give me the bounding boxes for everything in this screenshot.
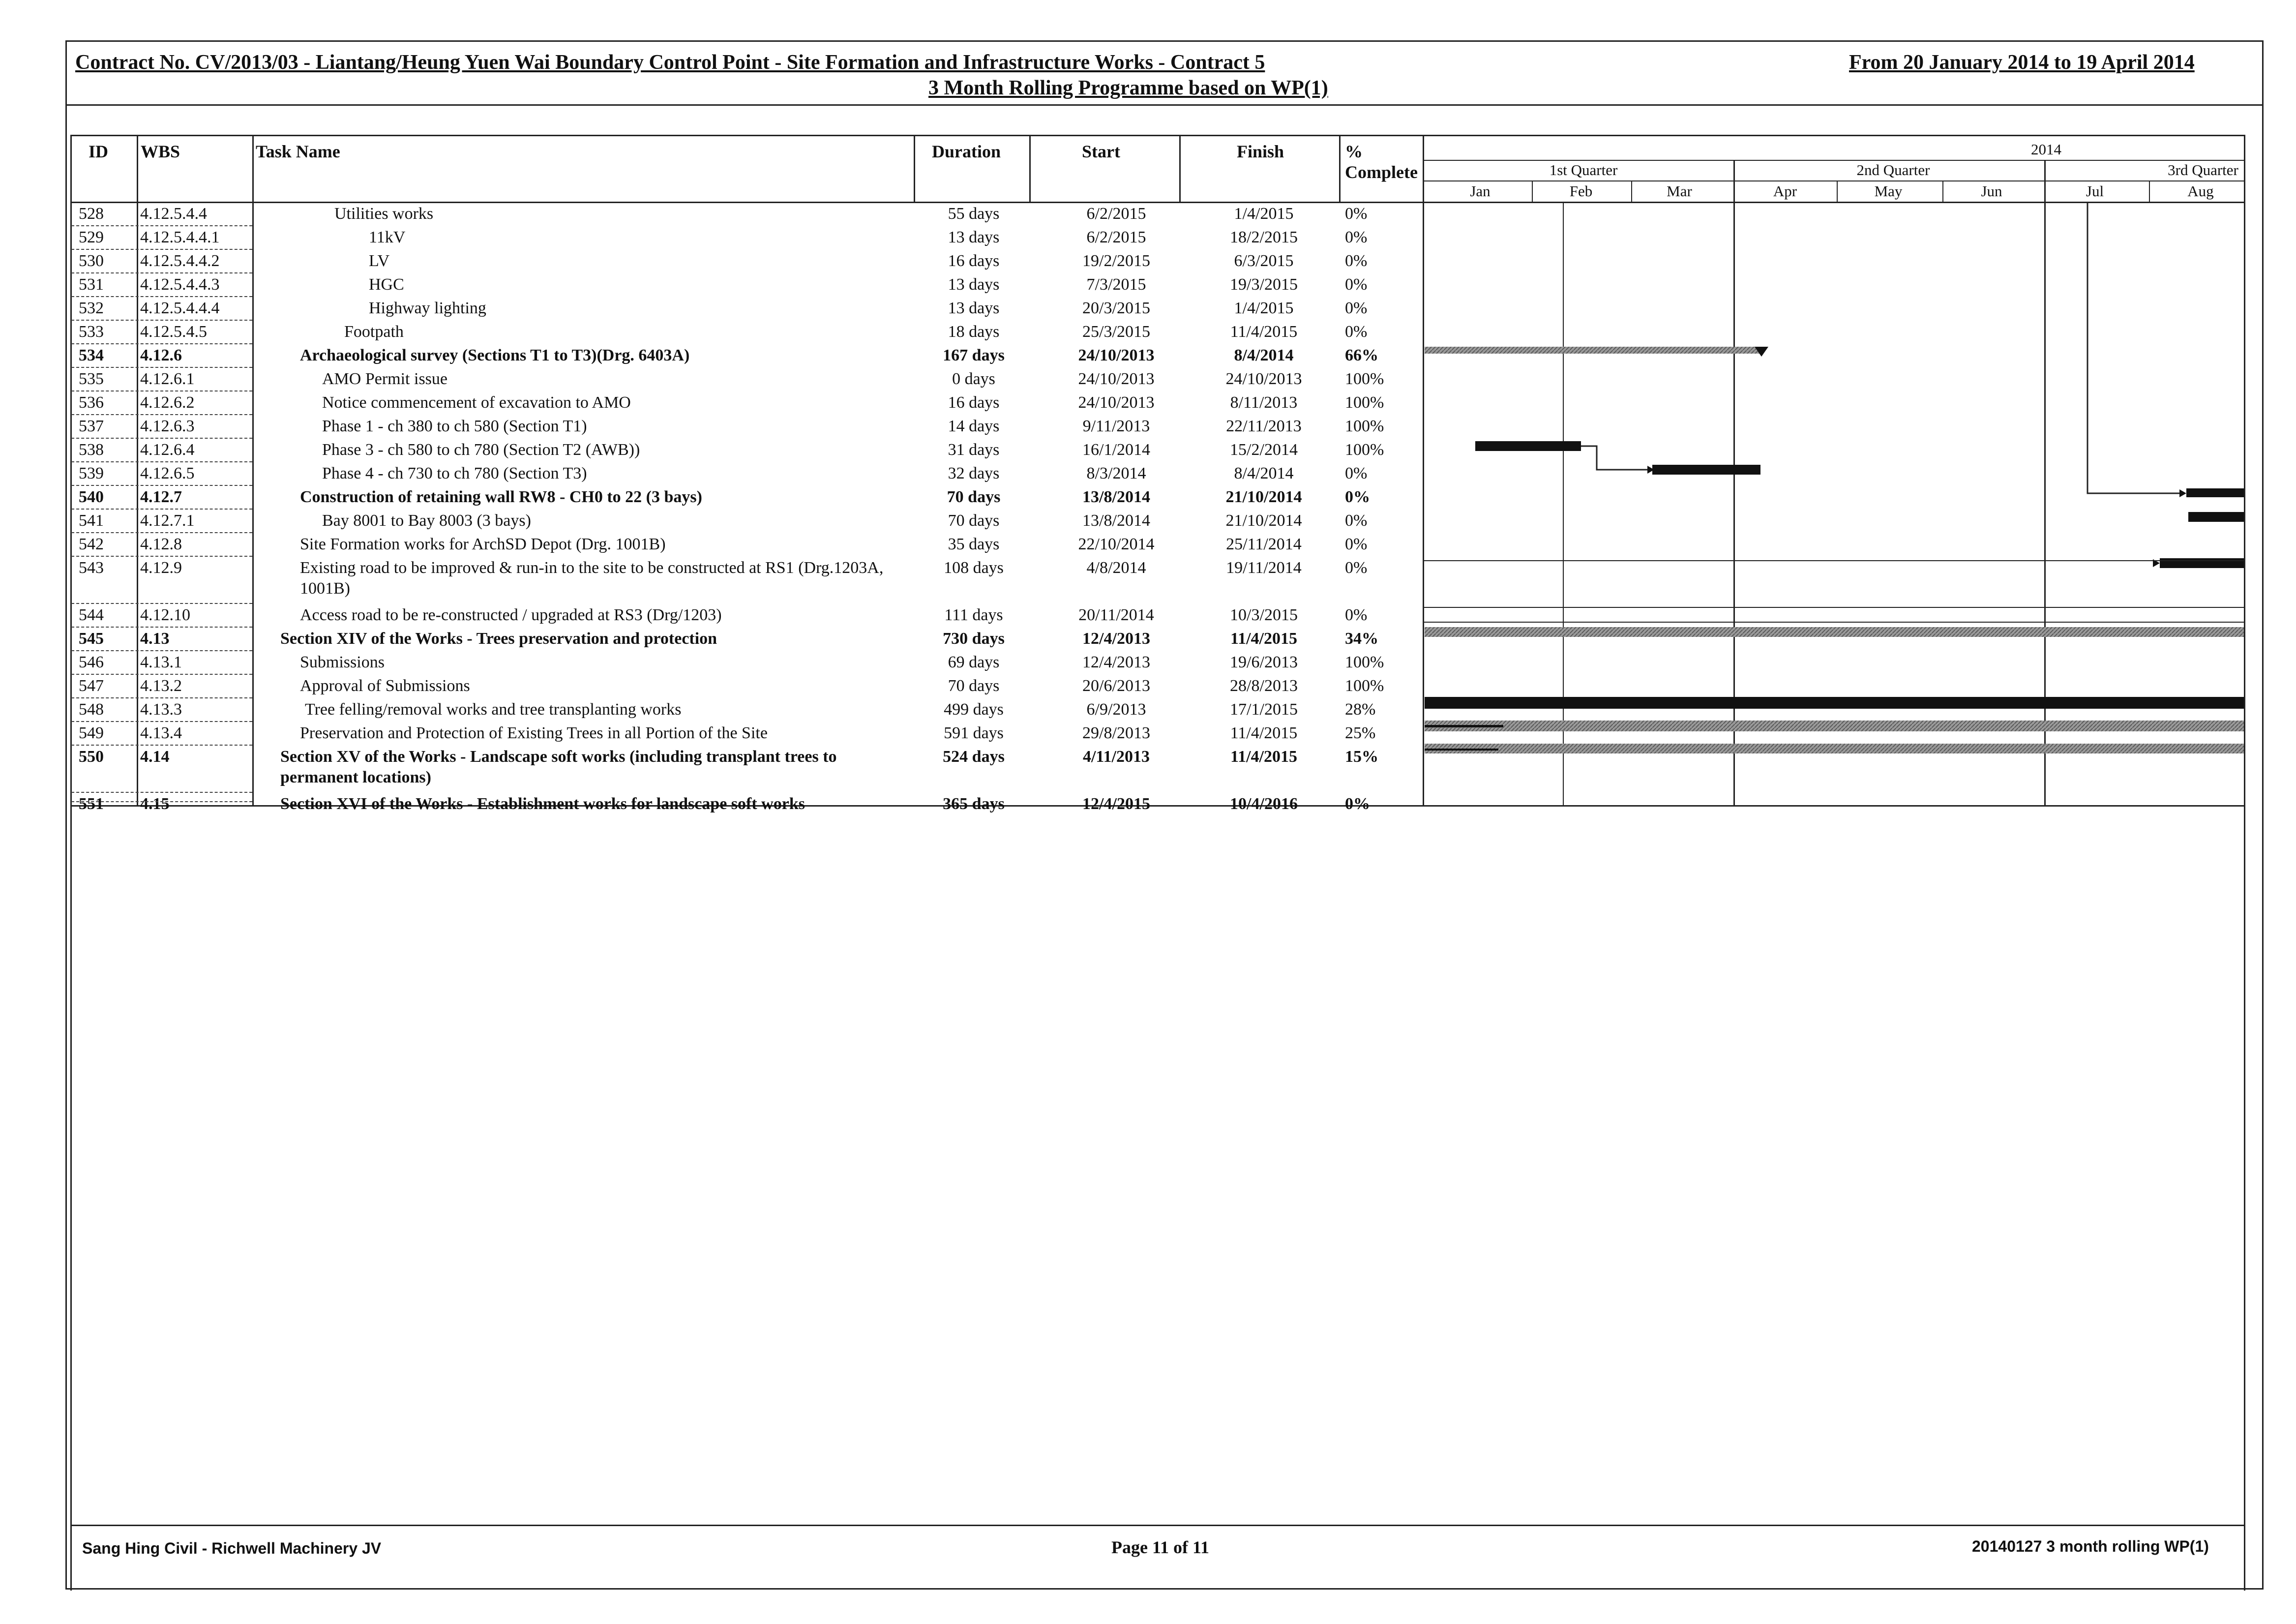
row-task-name: Phase 1 - ch 380 to ch 580 (Section T1): [322, 417, 587, 435]
gantt-bar-538: [1475, 441, 1581, 451]
row-start: 20/3/2015: [1082, 299, 1150, 317]
row-finish: 28/8/2013: [1230, 677, 1298, 695]
row-task-name: HGC: [369, 275, 404, 294]
row-id: 537: [79, 417, 104, 435]
row-task-name: Utilities works: [334, 205, 434, 223]
row-start: 22/10/2014: [1078, 535, 1155, 553]
row-finish: 10/3/2015: [1230, 606, 1298, 624]
row-id: 528: [79, 205, 104, 223]
row-finish: 11/4/2015: [1230, 748, 1298, 766]
row-start: 25/3/2015: [1082, 323, 1150, 341]
gantt-bar-550: [1425, 744, 2244, 753]
row-wbs: 4.14: [140, 748, 170, 766]
row-start: 4/11/2013: [1082, 748, 1150, 766]
row-complete: 0%: [1345, 252, 1368, 270]
row-complete: 0%: [1345, 606, 1368, 624]
row-task-name: Section XIV of the Works - Trees preservation and protection: [280, 630, 717, 648]
row-id: 530: [79, 252, 104, 270]
row-task-name: Notice commencement of excavation to AMO: [322, 393, 631, 412]
row-duration: 14 days: [948, 417, 1000, 435]
row-finish: 11/4/2015: [1230, 323, 1298, 341]
timeline-year: 2014: [2031, 141, 2061, 158]
row-task-name: Bay 8001 to Bay 8003 (3 bays): [322, 511, 531, 530]
timeline-quarter-3: 3rd Quarter: [2168, 161, 2238, 179]
row-id: 538: [79, 441, 104, 459]
row-wbs: 4.13.4: [140, 724, 182, 742]
row-complete: 0%: [1345, 795, 1370, 813]
row-complete: 100%: [1345, 677, 1384, 695]
row-complete: 0%: [1345, 205, 1368, 223]
row-task-name: Footpath: [344, 323, 404, 341]
timeline-month-jun: Jun: [1981, 182, 2002, 200]
row-wbs: 4.12.10: [140, 606, 190, 624]
row-id: 550: [79, 748, 104, 766]
row-duration: 591 days: [944, 724, 1004, 742]
gantt-link-538-539: [1581, 446, 1647, 470]
timeline-month-feb: Feb: [1569, 182, 1593, 200]
row-id: 543: [79, 559, 104, 577]
row-task-name: LV: [369, 252, 390, 270]
row-start: 13/8/2014: [1082, 511, 1150, 530]
row-finish: 8/4/2014: [1234, 464, 1294, 482]
row-id: 533: [79, 323, 104, 341]
row-start: 29/8/2013: [1082, 724, 1150, 742]
row-id: 539: [79, 464, 104, 482]
column-header-id: ID: [89, 142, 109, 161]
row-finish: 8/11/2013: [1230, 393, 1298, 412]
gantt-bar-548: [1425, 697, 2244, 709]
row-duration: 167 days: [943, 346, 1005, 364]
row-task-name: Site Formation works for ArchSD Depot (Drg. 1001B): [300, 535, 666, 553]
row-wbs: 4.12.6.5: [140, 464, 195, 482]
column-header-start: Start: [1082, 142, 1120, 161]
row-id: 542: [79, 535, 104, 553]
gantt-bar-534: [1425, 347, 1761, 354]
timeline-quarter-1: 1st Quarter: [1549, 161, 1618, 179]
gantt-bar-543: [2160, 558, 2244, 568]
row-duration: 108 days: [944, 559, 1004, 577]
column-header-duration: Duration: [932, 142, 1001, 161]
row-wbs: 4.12.6.3: [140, 417, 195, 435]
row-duration: 13 days: [948, 299, 1000, 317]
row-start: 19/2/2015: [1082, 252, 1150, 270]
row-start: 24/10/2013: [1078, 393, 1155, 412]
row-task-name: Section XVI of the Works - Establishment works for landscape soft works: [280, 795, 805, 813]
row-complete: 34%: [1345, 630, 1378, 648]
row-id: 529: [79, 228, 104, 246]
row-id: 545: [79, 630, 104, 648]
timeline-quarter-2: 2nd Quarter: [1856, 161, 1930, 179]
row-finish: 17/1/2015: [1230, 700, 1298, 719]
column-header-complete: Complete: [1345, 162, 1418, 182]
row-task-name: Approval of Submissions: [300, 677, 470, 695]
row-duration: 0 days: [952, 370, 995, 388]
row-complete: 100%: [1345, 417, 1384, 435]
row-complete: 0%: [1345, 323, 1368, 341]
contract-title: Contract No. CV/2013/03 - Liantang/Heung Yuen Wai Boundary Control Point - Site Formation and Infrastructure Works - Contract 5: [75, 51, 1265, 74]
row-start: 6/9/2013: [1086, 700, 1146, 719]
row-start: 8/3/2014: [1086, 464, 1146, 482]
row-finish: 1/4/2015: [1234, 205, 1294, 223]
column-header-finish: Finish: [1237, 142, 1284, 161]
row-finish: 19/6/2013: [1230, 653, 1298, 671]
row-finish: 19/3/2015: [1230, 275, 1298, 294]
row-start: 9/11/2013: [1082, 417, 1150, 435]
row-finish: 8/4/2014: [1234, 346, 1294, 364]
row-start: 7/3/2015: [1086, 275, 1146, 294]
row-complete: 100%: [1345, 653, 1384, 671]
programme-title: 3 Month Rolling Programme based on WP(1): [928, 77, 1328, 99]
row-id: 546: [79, 653, 104, 671]
gantt-bar-540: [2186, 488, 2244, 497]
footer-page-number: Page 11 of 11: [1111, 1537, 1209, 1557]
row-duration: 70 days: [948, 511, 1000, 530]
row-id: 544: [79, 606, 104, 624]
row-wbs: 4.12.6: [140, 346, 182, 364]
row-task-name: Phase 3 - ch 580 to ch 780 (Section T2 (AWB)): [322, 441, 640, 459]
row-id: 531: [79, 275, 104, 294]
column-header-wbs: WBS: [141, 142, 180, 161]
row-finish: 11/4/2015: [1230, 724, 1298, 742]
row-duration: 13 days: [948, 228, 1000, 246]
row-complete: 0%: [1345, 464, 1368, 482]
period-title: From 20 January 2014 to 19 April 2014: [1849, 51, 2195, 74]
row-duration: 365 days: [943, 795, 1005, 813]
row-finish: 22/11/2013: [1226, 417, 1302, 435]
row-duration: 70 days: [947, 488, 1001, 506]
row-start: 6/2/2015: [1086, 228, 1146, 246]
row-duration: 16 days: [948, 252, 1000, 270]
row-id: 540: [79, 488, 104, 506]
row-duration: 18 days: [948, 323, 1000, 341]
row-duration: 13 days: [948, 275, 1000, 294]
row-wbs: 4.12.7: [140, 488, 182, 506]
row-complete: 0%: [1345, 535, 1368, 553]
row-task-name: AMO Permit issue: [322, 370, 447, 388]
row-complete: 66%: [1345, 346, 1378, 364]
row-task-name: Section XV of the Works - Landscape soft works (including transplant trees to permanent locations): [280, 748, 837, 786]
row-finish: 24/10/2013: [1225, 370, 1302, 388]
row-finish: 18/2/2015: [1230, 228, 1298, 246]
row-finish: 15/2/2014: [1230, 441, 1298, 459]
row-complete: 25%: [1345, 724, 1376, 742]
row-wbs: 4.12.5.4.5: [140, 323, 207, 341]
row-id: 547: [79, 677, 104, 695]
gantt-link-540: [2087, 202, 2179, 493]
row-id: 536: [79, 393, 104, 412]
gantt-bar-549: [1425, 721, 2244, 731]
row-wbs: 4.15: [140, 795, 170, 813]
row-wbs: 4.12.6.2: [140, 393, 195, 412]
row-duration: 55 days: [948, 205, 1000, 223]
row-duration: 730 days: [943, 630, 1005, 648]
row-wbs: 4.12.7.1: [140, 511, 195, 530]
row-start: 6/2/2015: [1086, 205, 1146, 223]
row-start: 12/4/2015: [1082, 795, 1150, 813]
row-task-name: Access road to be re-constructed / upgraded at RS3 (Drg/1203): [300, 606, 722, 624]
row-duration: 32 days: [948, 464, 1000, 482]
row-task-name: Submissions: [300, 653, 385, 671]
row-finish: 21/10/2014: [1225, 488, 1302, 506]
row-id: 541: [79, 511, 104, 530]
timeline-month-jul: Jul: [2086, 182, 2104, 200]
row-duration: 524 days: [943, 748, 1005, 766]
row-wbs: 4.13.3: [140, 700, 182, 719]
row-wbs: 4.12.5.4.4.2: [140, 252, 220, 270]
row-id: 532: [79, 299, 104, 317]
row-finish: 10/4/2016: [1230, 795, 1298, 813]
row-wbs: 4.13.1: [140, 653, 182, 671]
row-wbs: 4.12.8: [140, 535, 182, 553]
row-start: 12/4/2013: [1082, 653, 1150, 671]
footer-company: Sang Hing Civil - Richwell Machinery JV: [82, 1539, 382, 1557]
row-wbs: 4.13: [140, 630, 170, 648]
row-start: 4/8/2014: [1086, 559, 1146, 577]
row-duration: 70 days: [948, 677, 1000, 695]
row-complete: 0%: [1345, 228, 1368, 246]
row-task-name: Construction of retaining wall RW8 - CH0 to 22 (3 bays): [300, 488, 702, 506]
row-complete: 100%: [1345, 441, 1384, 459]
row-start: 16/1/2014: [1082, 441, 1150, 459]
row-complete: 0%: [1345, 488, 1370, 506]
timeline-month-jan: Jan: [1470, 182, 1491, 200]
timeline-month-may: May: [1874, 182, 1903, 200]
row-task-name: Tree felling/removal works and tree transplanting works: [305, 700, 682, 719]
gantt-bar-549-progress: [1425, 725, 1503, 727]
row-complete: 0%: [1345, 511, 1368, 530]
row-duration: 499 days: [944, 700, 1004, 719]
row-complete: 15%: [1345, 748, 1378, 766]
row-id: 534: [79, 346, 104, 364]
row-task-name: Phase 4 - ch 730 to ch 780 (Section T3): [322, 464, 587, 482]
row-wbs: 4.12.6.1: [140, 370, 195, 388]
timeline-month-mar: Mar: [1667, 182, 1692, 200]
gantt-bar-541: [2188, 512, 2244, 522]
column-header-task-name: Task Name: [256, 142, 340, 161]
row-complete: 100%: [1345, 370, 1384, 388]
row-task-name: Archaeological survey (Sections T1 to T3)(Drg. 6403A): [300, 346, 690, 364]
row-wbs: 4.12.5.4.4.1: [140, 228, 220, 246]
row-duration: 69 days: [948, 653, 1000, 671]
row-start: 20/6/2013: [1082, 677, 1150, 695]
timeline-month-aug: Aug: [2187, 182, 2214, 200]
row-task-name: 11kV: [369, 228, 406, 246]
column-header-complete-symbol: %: [1345, 142, 1363, 161]
row-start: 24/10/2013: [1078, 346, 1155, 364]
row-complete: 0%: [1345, 299, 1368, 317]
row-wbs: 4.12.9: [140, 559, 182, 577]
footer-doc-ref: 20140127 3 month rolling WP(1): [1972, 1537, 2209, 1555]
row-wbs: 4.12.5.4.4.3: [140, 275, 220, 294]
row-complete: 28%: [1345, 700, 1376, 719]
gantt-bar-539: [1652, 465, 1760, 475]
row-id: 551: [79, 795, 104, 813]
row-id: 548: [79, 700, 104, 719]
gantt-bar-545: [1425, 627, 2244, 637]
row-finish: 11/4/2015: [1230, 630, 1298, 648]
gantt-link-arrow-540: [2179, 489, 2186, 497]
row-task-name: Highway lighting: [369, 299, 486, 317]
row-wbs: 4.12.6.4: [140, 441, 195, 459]
gantt-bar-550-progress: [1425, 749, 1498, 751]
row-start: 24/10/2013: [1078, 370, 1155, 388]
row-id: 549: [79, 724, 104, 742]
row-finish: 21/10/2014: [1225, 511, 1302, 530]
row-finish: 6/3/2015: [1234, 252, 1294, 270]
row-duration: 16 days: [948, 393, 1000, 412]
row-complete: 0%: [1345, 559, 1368, 577]
timeline-month-apr: Apr: [1773, 182, 1797, 200]
row-wbs: 4.12.5.4.4: [140, 205, 207, 223]
row-complete: 0%: [1345, 275, 1368, 294]
row-wbs: 4.13.2: [140, 677, 182, 695]
row-start: 20/11/2014: [1078, 606, 1154, 624]
row-finish: 19/11/2014: [1226, 559, 1302, 577]
row-wbs: 4.12.5.4.4.4: [140, 299, 220, 317]
row-start: 12/4/2013: [1082, 630, 1150, 648]
row-duration: 31 days: [948, 441, 1000, 459]
row-finish: 25/11/2014: [1226, 535, 1302, 553]
row-task-name: Existing road to be improved & run-in to the site to be constructed at RS1 (Drg.1203A, 1001B): [300, 559, 884, 598]
footer-divider: [70, 1525, 2244, 1526]
row-complete: 100%: [1345, 393, 1384, 412]
row-start: 13/8/2014: [1082, 488, 1150, 506]
row-task-name: Preservation and Protection of Existing Trees in all Portion of the Site: [300, 724, 768, 742]
row-duration: 35 days: [948, 535, 1000, 553]
row-id: 535: [79, 370, 104, 388]
row-finish: 1/4/2015: [1234, 299, 1294, 317]
row-duration: 111 days: [944, 606, 1003, 624]
